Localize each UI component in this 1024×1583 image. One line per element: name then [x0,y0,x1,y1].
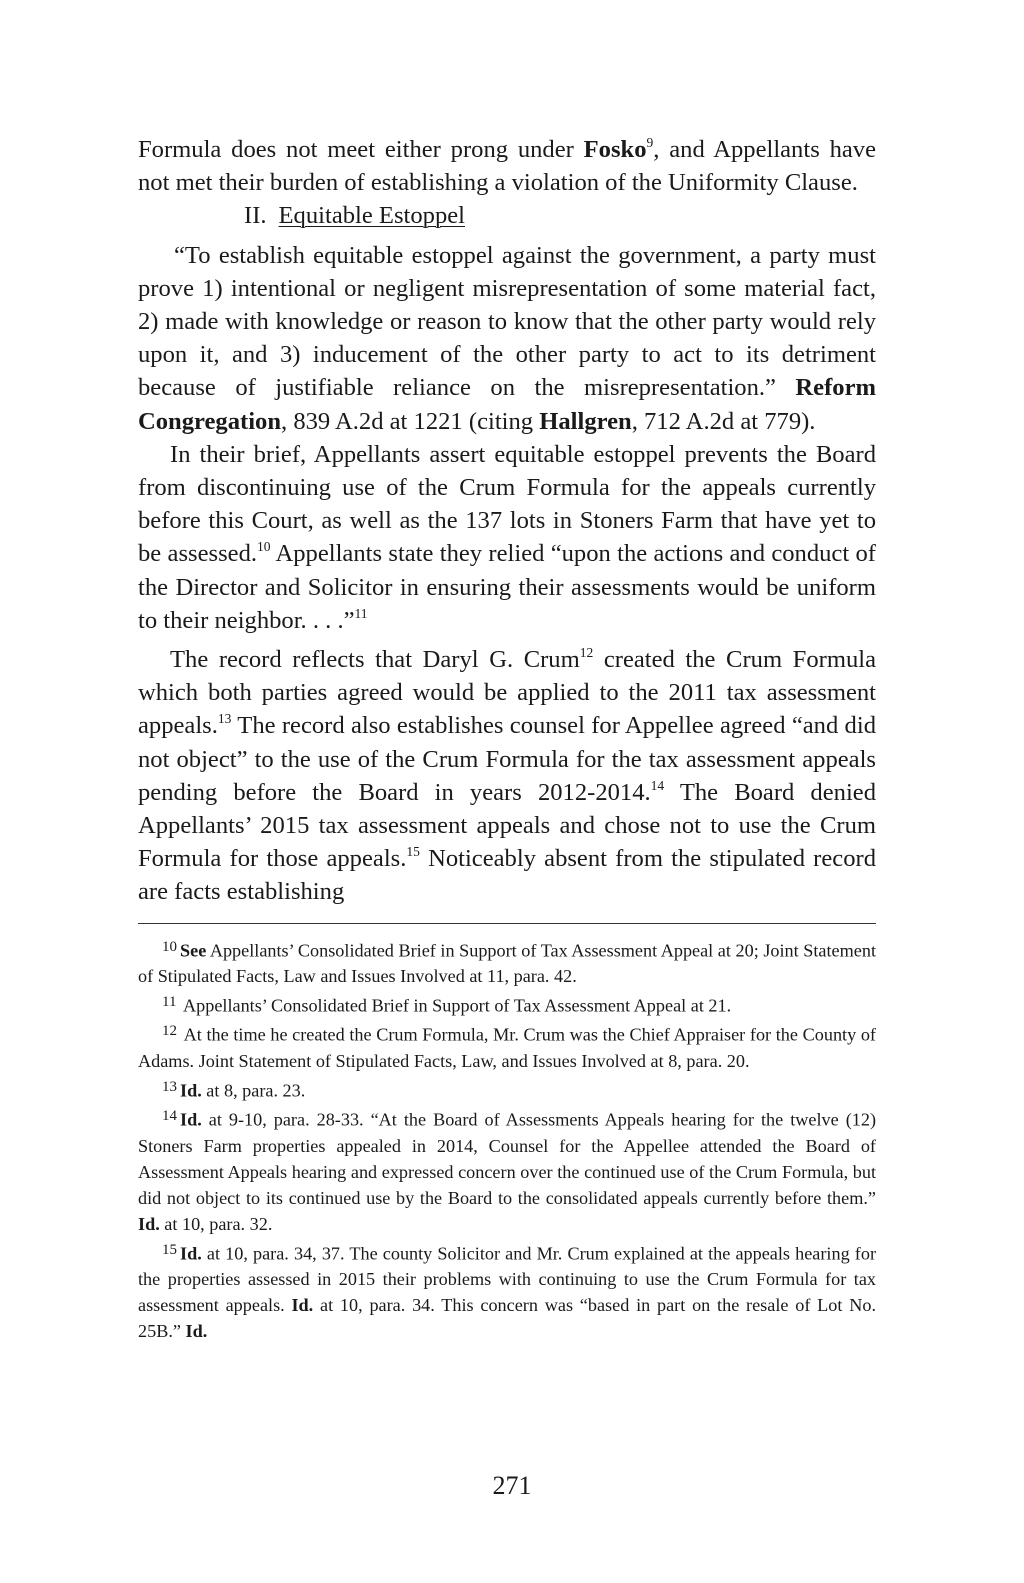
signal-id: Id. [291,1295,314,1316]
brief-paragraph [138,438,876,637]
footnotes [138,934,876,1345]
footnote-number: 11 [162,994,177,1011]
case-name-reform: Reform Congregation [138,374,876,435]
text-run: Formula does not meet either prong under [138,136,584,163]
record-paragraph [138,643,876,909]
footnote-ref-9: 9 [646,134,654,150]
text-run: Noticeably absent from the stipulated record are facts establishing [138,845,876,906]
signal-id: Id. [180,1243,202,1264]
footnote-ref-14: 14 [650,777,665,793]
text-run: , and Appellants have not met their burden of establishing a violation of the Uniformity Clause. [138,136,876,197]
footnote-10 [138,934,876,989]
footnote-number: 13 [162,1078,177,1095]
footnote-divider [138,923,876,924]
footnote-text: Appellants’ Consolidated Brief in Support of Tax Assessment Appeal at 20; Joint Statement of Stipulated Facts, Law and Issues Involved at 11, para. 42. [138,939,876,987]
text-run: The Board denied Appellants’ 2015 tax assessment appeals and chose not to use the Crum Formula for those appeals. [138,778,876,873]
footnote-ref-13: 13 [217,711,232,727]
footnote-text: at 9-10, para. 28-33. “At the Board of Assessments Appeals hearing for the twelve (12) Stoners Farm properties appealed in 2014, Counsel for the Appellee attended the Board of Assessment Appeals hearing and expressed concern over the continued use of the Crum Formula, but did not object to its continued use by the Board to the consolidated appeals currently before them.” [138,1109,876,1208]
case-name-fosko: Fosko [583,136,647,163]
footnote-number: 10 [162,938,177,955]
section-number: II. [244,202,267,230]
footnote-12 [138,1018,876,1073]
footnote-ref-15: 15 [406,844,420,860]
continued-paragraph [138,133,876,199]
footnote-ref-10: 10 [257,539,271,555]
footnote-15 [138,1237,876,1345]
footnote-text: Appellants’ Consolidated Brief in Support of Tax Assessment Appeal at 21. [179,995,732,1016]
page-number: 271 [492,1471,532,1500]
text-run: “To establish equitable estoppel against the government, a party must prove 1) intentional or negligent misrepresentation of some material fact, 2) made with knowledge or reason to know that the other party would rely upon it, and 3) inducement of the other party to act to its detriment because of justifiable reliance on the misrepresentation.” [138,241,876,402]
text-run: The record also establishes counsel for Appellee agreed “and did not object” to the use of the Crum Formula for the tax assessment appeals pending before the Board in years 2012-2014. [138,712,876,806]
section-title: Equitable Estoppel [278,202,465,230]
signal-id: Id. [180,1109,202,1130]
footnote-number: 12 [162,1023,177,1040]
text-run: In their brief, Appellants assert equitable estoppel prevents the Board from discontinuing use of the Crum Formula for the appeals currently before this Court, as well as the 137 lots in Stoners Farm that have yet to be assessed. [138,440,876,568]
footnote-text: at 10, para. 32. [159,1213,273,1234]
footnote-14 [138,1103,876,1237]
signal-id: Id. [180,1080,202,1101]
text-run: , 712 A.2d at 779). [631,407,816,435]
page-body [138,133,876,1345]
footnote-text: At the time he created the Crum Formula, Mr. Crum was the Chief Appraiser for the County of Adams. Joint Statement of Stipulated Facts, Law, and Issues Involved at 8, para. 20. [138,1024,876,1071]
footnote-number: 15 [162,1241,177,1258]
footnote-text: at 10, para. 34. This concern was “based in part on the resale of Lot No. 25B.” [138,1295,876,1342]
text-run: created the Crum Formula which both parties agreed would be applied to the 2011 tax assessment appeals. [138,646,877,740]
footnote-13 [138,1074,876,1103]
text-run: The record reflects that Daryl G. Crum [170,646,580,674]
case-name-hallgren: Hallgren [539,407,632,435]
signal-id: Id. [185,1321,208,1342]
footnote-11 [138,989,876,1018]
footnote-text: at 10, para. 34, 37. The county Solicitor and Mr. Crum explained at the appeals hearing for the properties assessed in 2015 their problems with continuing to use the Crum Formula for tax assessment appeals. [138,1243,876,1316]
footnote-text: at 8, para. 23. [201,1080,306,1101]
footnote-number: 14 [162,1108,177,1125]
signal-see: See [180,939,207,960]
section-heading [244,199,876,232]
footnote-ref-11: 11 [354,605,368,621]
footnote-ref-12: 12 [579,644,594,660]
text-run: Appellants state they relied “upon the actions and conduct of the Director and Solicitor in ensuring their assessments would be uniform to their neighbor. . . .” [138,540,876,634]
quote-paragraph [138,239,876,438]
signal-id: Id. [138,1213,160,1234]
text-run: , 839 A.2d at 1221 (citing [281,407,540,435]
